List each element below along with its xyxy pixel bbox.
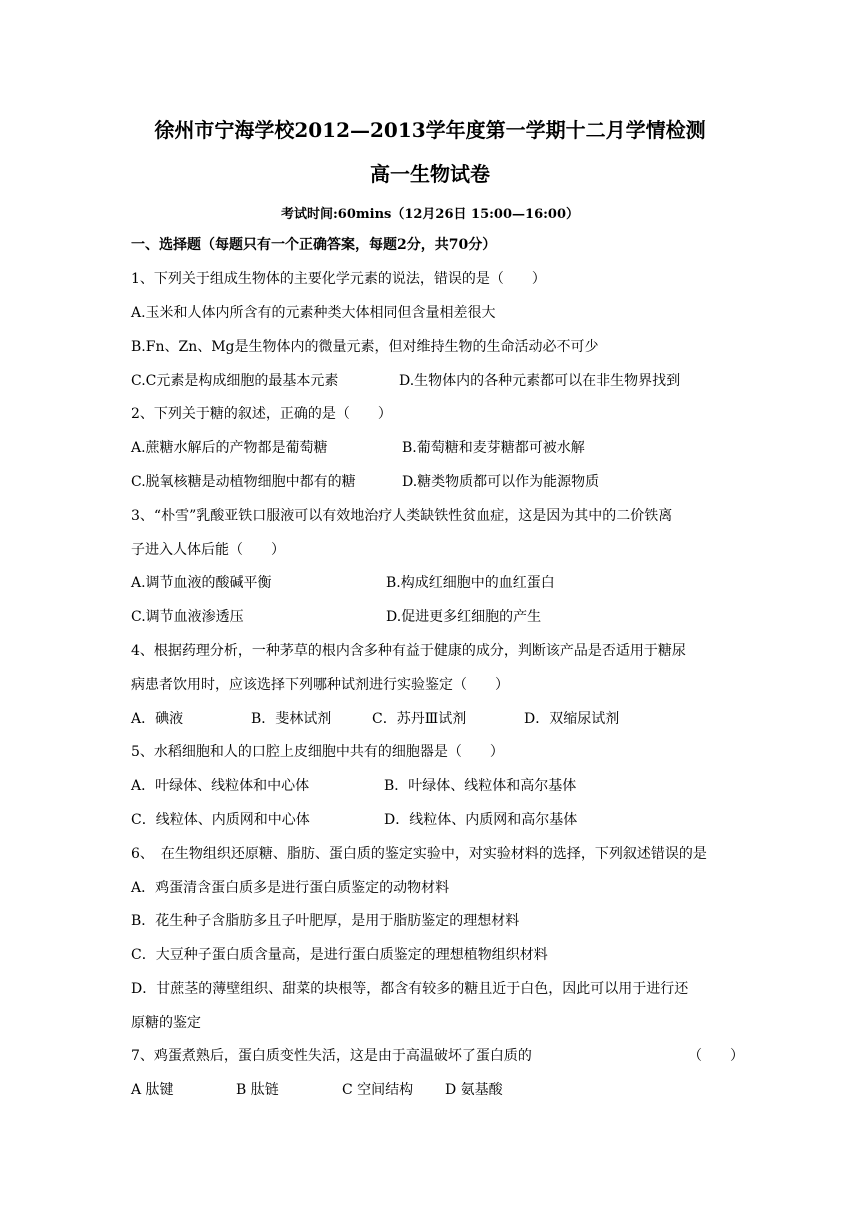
question-6-option-d-line1: D．甘蔗茎的薄壁组织、甜菜的块根等，都含有较多的糖且近于白色，因此可以用于进行还	[131, 981, 689, 997]
question-7-option-a: A 肽键	[131, 1082, 174, 1098]
exam-subtitle: 高一生物试卷	[370, 162, 490, 186]
exam-title: 徐州市宁海学校2012—2013学年度第一学期十二月学情检测	[154, 118, 706, 142]
question-7-stem: 7、鸡蛋煮熟后，蛋白质变性失活，这是由于高温破坏了蛋白质的	[131, 1048, 532, 1064]
question-1-option-d: D.生物体内的各种元素都可以在非生物界找到	[399, 373, 681, 389]
question-2-option-b: B.葡萄糖和麦芽糖都可被水解	[402, 440, 585, 456]
question-5-option-a: A．叶绿体、线粒体和中心体	[131, 778, 310, 794]
question-7-option-c: C 空间结构	[342, 1082, 414, 1098]
question-5-stem: 5、水稻细胞和人的口腔上皮细胞中共有的细胞器是（ ）	[131, 744, 504, 760]
question-1-option-c: C.C元素是构成细胞的最基本元素	[131, 373, 339, 389]
question-3-option-b: B.构成红细胞中的血红蛋白	[386, 575, 555, 591]
question-3-stem-line2: 子进入人体后能（ ）	[131, 542, 285, 558]
question-6-option-c: C．大豆种子蛋白质含量高，是进行蛋白质鉴定的理想植物组织材料	[131, 947, 548, 963]
question-6-stem: 6、 在生物组织还原糖、脂肪、蛋白质的鉴定实验中，对实验材料的选择，下列叙述错误的是	[131, 846, 707, 862]
question-2-option-c: C.脱氧核糖是动植物细胞中都有的糖	[131, 474, 356, 490]
section-heading: 一、选择题（每题只有一个正确答案，每题2分，共70分）	[131, 237, 497, 253]
question-3-stem-line1: 3、“朴雪”乳酸亚铁口服液可以有效地治疗人类缺铁性贫血症，这是因为其中的二价铁离	[131, 508, 673, 524]
question-2-option-a: A.蔗糖水解后的产物都是葡萄糖	[131, 440, 328, 456]
question-6-option-d-line2: 原糖的鉴定	[131, 1015, 201, 1031]
question-1-option-a: A.玉米和人体内所含有的元素种类大体相同但含量相差很大	[131, 305, 496, 321]
question-2-stem: 2、下列关于糖的叙述，正确的是（ ）	[131, 406, 392, 422]
question-4-option-c: C．苏丹Ⅲ试剂	[372, 711, 467, 727]
question-5-option-b: B．叶绿体、线粒体和高尔基体	[384, 778, 577, 794]
exam-time: 考试时间:60mins（12月26日 15:00—16:00）	[280, 207, 580, 222]
question-4-stem-line2: 病患者饮用时，应该选择下列哪种试剂进行实验鉴定（ ）	[131, 677, 509, 693]
question-3-option-d: D.促进更多红细胞的产生	[386, 609, 542, 625]
question-1-option-b: B.Fn、Zn、Mg是生物体内的微量元素，但对维持生物的生命活动必不可少	[131, 339, 599, 355]
question-4-option-d: D．双缩尿试剂	[524, 711, 620, 727]
question-2-option-d: D.糖类物质都可以作为能源物质	[402, 474, 600, 490]
question-3-option-c: C.调节血液渗透压	[131, 609, 244, 625]
question-5-option-d: D．线粒体、内质网和高尔基体	[384, 812, 578, 828]
question-6-option-a: A．鸡蛋清含蛋白质多是进行蛋白质鉴定的动物材料	[131, 880, 450, 896]
question-5-option-c: C．线粒体、内质网和中心体	[131, 812, 310, 828]
question-7-option-b: B 肽链	[236, 1082, 279, 1098]
question-4-option-a: A．碘液	[131, 711, 184, 727]
question-7-answer-blank: （ ）	[688, 1048, 744, 1064]
question-7-option-d: D 氨基酸	[445, 1082, 503, 1098]
question-3-option-a: A.调节血液的酸碱平衡	[131, 575, 272, 591]
question-1-stem: 1、下列关于组成生物体的主要化学元素的说法，错误的是（ ）	[131, 271, 546, 287]
question-6-option-b: B．花生种子含脂肪多且子叶肥厚，是用于脂肪鉴定的理想材料	[131, 913, 520, 929]
question-4-option-b: B．斐林试剂	[251, 711, 332, 727]
question-4-stem-line1: 4、根据药理分析，一种茅草的根内含多种有益于健康的成分，判断该产品是否适用于糖尿	[131, 643, 686, 659]
